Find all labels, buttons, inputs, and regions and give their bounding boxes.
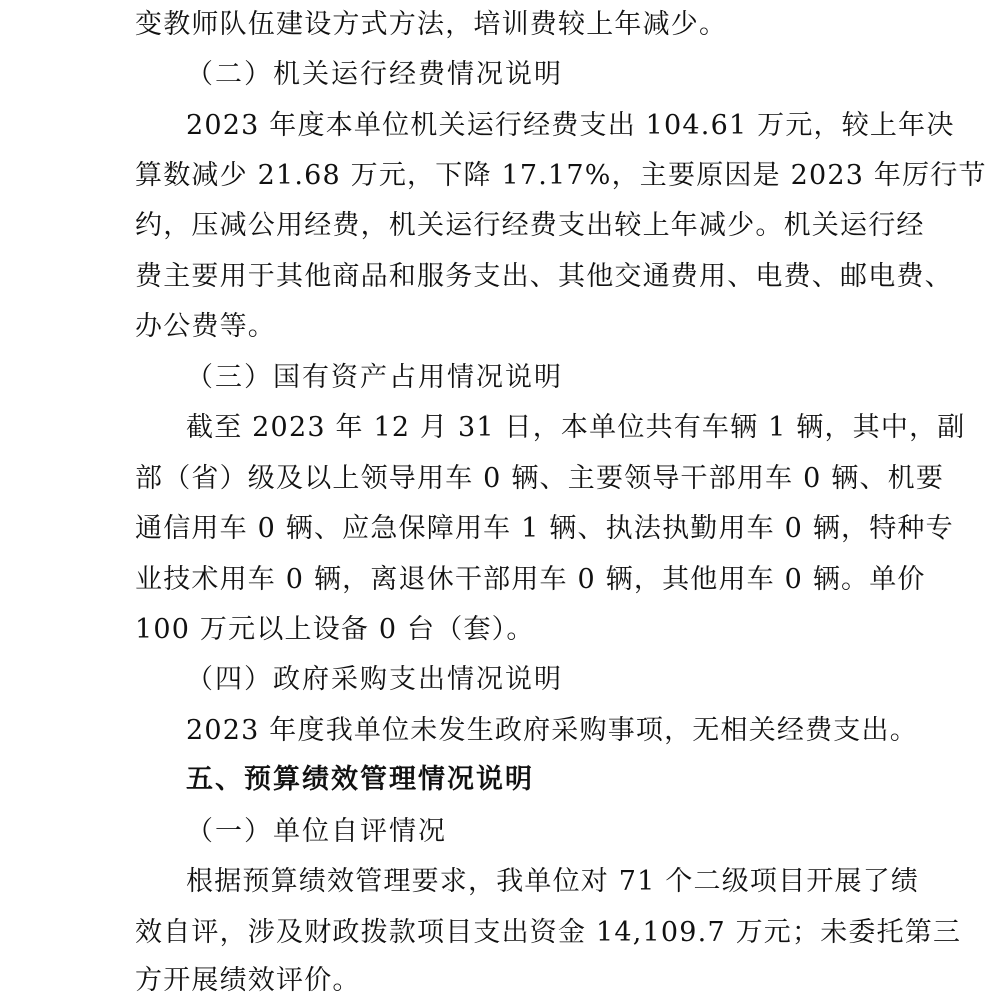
body-text-line: 效自评，涉及财政拨款项目支出资金 14,109.7 万元；未委托第三 <box>135 917 962 948</box>
body-text-line: 约，压减公用经费，机关运行经费支出较上年减少。机关运行经 <box>135 210 925 241</box>
body-text-line: 100 万元以上设备 0 台（套）。 <box>135 614 535 645</box>
body-text-line: 方开展绩效评价。 <box>135 965 361 996</box>
body-text-line: 办公费等。 <box>135 311 276 342</box>
paragraph-line: 2023 年度我单位未发生政府采购事项，无相关经费支出。 <box>186 715 918 746</box>
section-heading-3: （三）国有资产占用情况说明 <box>186 362 563 393</box>
paragraph-line: 根据预算绩效管理要求，我单位对 71 个二级项目开展了绩 <box>186 866 920 897</box>
paragraph-line: 2023 年度本单位机关运行经费支出 104.61 万元，较上年决 <box>186 110 955 141</box>
section-heading-5-1: （一）单位自评情况 <box>186 816 447 847</box>
section-heading-2: （二）机关运行经费情况说明 <box>186 59 563 90</box>
section-heading-4: （四）政府采购支出情况说明 <box>186 664 563 695</box>
body-text-line: 算数减少 21.68 万元，下降 17.17%，主要原因是 2023 年厉行节 <box>135 160 987 191</box>
body-text-line: 通信用车 0 辆、应急保障用车 1 辆、执法执勤用车 0 辆，特种专 <box>135 513 954 544</box>
body-text-line: 业技术用车 0 辆，离退休干部用车 0 辆，其他用车 0 辆。单价 <box>135 564 926 595</box>
body-text-line: 费主要用于其他商品和服务支出、其他交通费用、电费、邮电费、 <box>135 261 953 292</box>
paragraph-line: 截至 2023 年 12 月 31 日，本单位共有车辆 1 辆，其中，副 <box>186 412 966 443</box>
body-text-line: 部（省）级及以上领导用车 0 辆、主要领导干部用车 0 辆、机要 <box>135 463 945 494</box>
body-text-line: 变教师队伍建设方式方法，培训费较上年减少。 <box>135 9 728 40</box>
chapter-heading-5: 五、预算绩效管理情况说明 <box>186 764 534 795</box>
